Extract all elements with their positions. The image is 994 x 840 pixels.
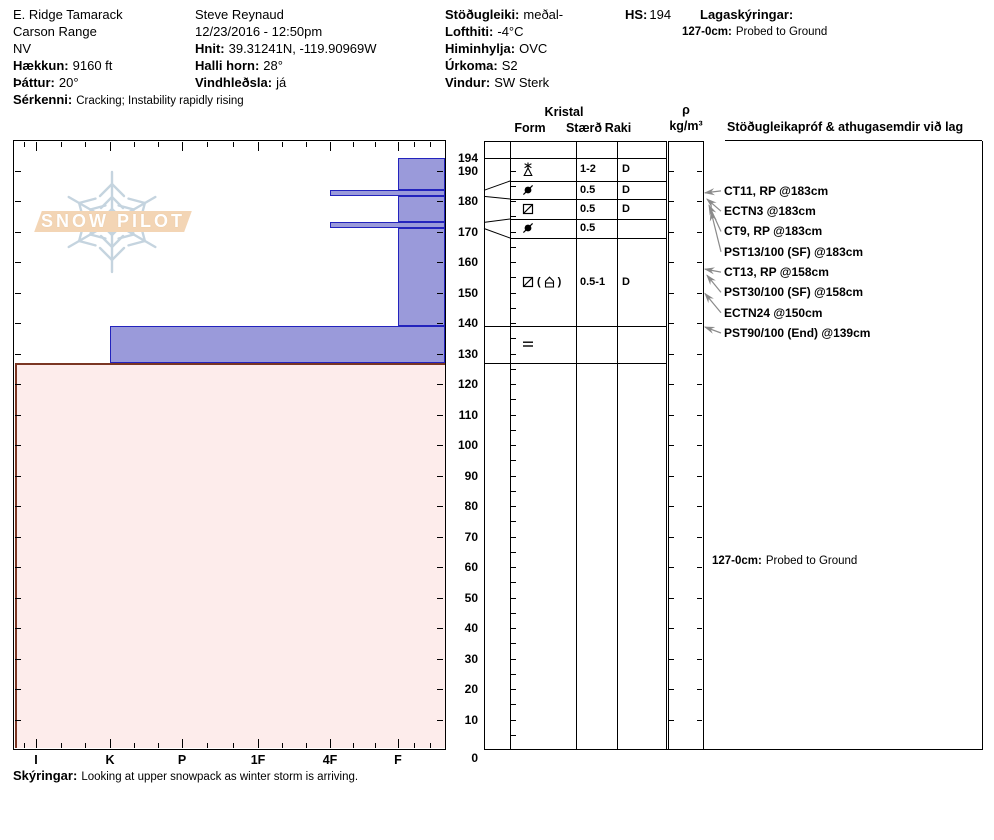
grain-table-tick <box>511 567 516 568</box>
depth-tick <box>15 384 21 385</box>
grain-table-top <box>484 141 666 142</box>
grain-table-tick <box>511 293 516 294</box>
grain-table-vline <box>617 141 618 750</box>
depth-tick <box>697 598 702 599</box>
depth-tick <box>669 201 674 202</box>
hardness-minor-tick <box>134 743 135 748</box>
grain-table-tick <box>511 659 516 660</box>
grain-moisture-value: D <box>622 275 630 288</box>
depth-label-50: 50 <box>464 590 478 605</box>
aspect-field: Þáttur: 20° <box>13 75 79 90</box>
hardness-major-tick <box>36 739 37 748</box>
air-temp-field: Lofthiti: -4°C <box>445 24 524 39</box>
depth-tick <box>669 689 674 690</box>
depth-label-110: 110 <box>458 407 478 422</box>
depth-tick <box>437 537 443 538</box>
hardness-major-tick <box>258 739 259 748</box>
hardness-minor-tick <box>158 142 159 147</box>
grain-row-line <box>510 219 666 220</box>
depth-tick <box>669 232 674 233</box>
depth-tick <box>697 720 702 721</box>
grain-table-tick <box>511 384 516 385</box>
test-arrow <box>705 327 721 333</box>
depth-tick <box>437 262 443 263</box>
depth-tick <box>697 201 702 202</box>
grain-table-tick <box>511 277 516 278</box>
stability-test-label: CT13, RP @158cm <box>724 265 829 280</box>
depth-tick <box>15 720 21 721</box>
depth-tick <box>15 293 21 294</box>
grain-moisture-value: D <box>622 183 630 196</box>
hardness-minor-tick <box>233 743 234 748</box>
depth-label-10: 10 <box>464 712 478 727</box>
depth-tick <box>437 415 443 416</box>
depth-tick <box>437 293 443 294</box>
depth-tick <box>697 689 702 690</box>
depth-tick <box>15 506 21 507</box>
hardness-major-tick <box>182 142 183 151</box>
hardness-minor-tick <box>282 142 283 147</box>
depth-tick <box>697 354 702 355</box>
faceted-square-crust-icon: ( ) <box>521 275 561 289</box>
grain-table-tick <box>511 232 516 233</box>
depth-tick <box>697 171 702 172</box>
depth-tick <box>697 628 702 629</box>
grain-table-tick <box>511 262 516 263</box>
row-leader-line <box>484 181 510 190</box>
density-unit-header: kg/m³ <box>669 119 703 133</box>
size-header: Stærð <box>565 121 603 135</box>
depth-tick <box>697 445 702 446</box>
hardness-minor-tick <box>207 743 208 748</box>
slope-angle-field: Halli horn: 28° <box>195 58 283 73</box>
grain-table-tick <box>511 415 516 416</box>
hardness-minor-tick <box>306 743 307 748</box>
depth-tick <box>697 506 702 507</box>
grain-table-tick <box>511 582 516 583</box>
stability-test-label: ECTN3 @183cm <box>724 204 816 219</box>
grain-table-tick <box>511 598 516 599</box>
hardness-minor-tick <box>134 142 135 147</box>
kristal-header: Kristal <box>544 105 584 119</box>
depth-label-40: 40 <box>464 621 478 635</box>
depth-label-190: 190 <box>457 163 478 178</box>
depth-label-20: 20 <box>464 682 478 696</box>
depth-tick <box>437 323 443 324</box>
hardness-major-tick <box>330 142 331 151</box>
grain-table-tick <box>511 399 516 400</box>
grain-table-vline <box>666 141 667 750</box>
hardness-label-P: P <box>177 753 187 767</box>
grain-moisture-value: D <box>622 202 630 215</box>
grain-table-tick <box>511 216 516 217</box>
grain-table-tick <box>511 476 516 477</box>
depth-tick <box>15 659 21 660</box>
test-arrow <box>705 191 721 193</box>
hardness-minor-tick <box>353 142 354 147</box>
grain-size-value: 1-2 <box>580 163 596 175</box>
grain-table-vline <box>484 141 485 750</box>
hardness-major-tick <box>258 142 259 151</box>
grain-table-tick <box>511 735 516 736</box>
depth-label-100: 100 <box>457 438 478 452</box>
hardness-minor-tick <box>61 743 62 748</box>
grain-table-tick <box>511 186 516 187</box>
grain-size-value: 0.5 <box>580 202 596 215</box>
snowpilot-logo-text: SNOW PILOT <box>41 211 185 231</box>
depth-tick <box>669 171 674 172</box>
depth-tick <box>669 354 674 355</box>
layer-notes-header: Lagaskýringar: <box>700 7 794 22</box>
depth-label-180: 180 <box>457 194 478 208</box>
depth-tick <box>15 354 21 355</box>
grain-table-tick <box>511 537 516 538</box>
hardness-major-tick <box>110 739 111 748</box>
hardness-major-tick <box>398 739 399 748</box>
depth-label-90: 90 <box>464 468 478 483</box>
hardness-minor-tick <box>414 142 415 147</box>
depth-tick <box>437 201 443 202</box>
depth-tick <box>669 567 674 568</box>
depth-tick <box>15 476 21 477</box>
depth-tick <box>437 598 443 599</box>
form-header: Form <box>514 121 546 135</box>
wind-loading-field: Vindhleðsla: já <box>195 75 287 90</box>
grain-size-value: 0.5-1 <box>580 275 606 288</box>
test-arrow <box>705 269 721 272</box>
depth-tick <box>15 262 21 263</box>
depth-tick <box>437 628 443 629</box>
depth-label-170: 170 <box>457 224 478 239</box>
depth-tick <box>669 476 674 477</box>
stability-header-underline <box>725 140 982 141</box>
stability-column-header: Stöðugleikapróf & athugasemdir við lag <box>727 120 964 134</box>
depth-tick <box>437 506 443 507</box>
hardness-major-tick <box>182 739 183 748</box>
faceted-square-icon <box>521 202 535 216</box>
depth-tick <box>15 628 21 629</box>
hardness-minor-tick <box>375 142 376 147</box>
grain-moisture-value: D <box>622 163 630 175</box>
layer-bar-139-127cm <box>110 326 445 363</box>
grain-row-line <box>510 199 666 200</box>
depth-tick <box>15 598 21 599</box>
sky-cover-field: Himinhylja: OVC <box>445 41 548 56</box>
depth-tick <box>437 476 443 477</box>
layer-note-probed: 127-0cm: Probed to Ground <box>682 26 828 38</box>
grain-row-line <box>484 158 666 159</box>
depth-tick <box>669 628 674 629</box>
depth-label-194: 194 <box>457 151 478 166</box>
density-column-top <box>668 141 703 142</box>
row-leader-line <box>484 196 510 199</box>
stability-test-label: ECTN24 @150cm <box>724 305 823 320</box>
test-arrow <box>709 205 721 231</box>
depth-tick <box>669 384 674 385</box>
depth-tick <box>15 445 21 446</box>
hardness-minor-tick <box>24 142 25 147</box>
depth-tick <box>437 171 443 172</box>
depth-tick <box>15 171 21 172</box>
depth-tick <box>697 384 702 385</box>
grain-table-tick <box>511 521 516 522</box>
stability-test-label: PST90/100 (End) @139cm <box>724 325 871 340</box>
stability-panel-right <box>982 141 983 750</box>
depth-label-140: 140 <box>457 316 478 330</box>
grain-table-tick <box>511 491 516 492</box>
grain-table-tick <box>511 354 516 355</box>
depth-tick <box>15 232 21 233</box>
hardness-major-tick <box>398 142 399 151</box>
grain-table-tick <box>511 201 516 202</box>
pit-datetime: 12/23/2016 - 12:50pm <box>195 24 323 39</box>
depth-tick <box>15 567 21 568</box>
grain-table-tick <box>511 308 516 309</box>
hs-field: HS: 194 <box>625 7 672 22</box>
depth-tick <box>437 689 443 690</box>
depth-tick <box>669 506 674 507</box>
grain-row-line <box>510 238 666 239</box>
depth-tick <box>15 323 21 324</box>
observer-name: Steve Reynaud <box>195 7 284 22</box>
grain-table-tick <box>511 720 516 721</box>
depth-tick <box>437 232 443 233</box>
depth-tick <box>669 262 674 263</box>
grain-table-tick <box>511 613 516 614</box>
density-column-vline <box>703 141 704 750</box>
hardness-minor-tick <box>85 743 86 748</box>
depth-tick <box>697 323 702 324</box>
hardness-minor-tick <box>414 743 415 748</box>
grain-table-tick <box>511 704 516 705</box>
layer-bar-171-139cm <box>398 228 445 326</box>
density-column-vline <box>668 141 669 750</box>
hardness-label-I: I <box>34 753 38 767</box>
hardness-minor-tick <box>282 743 283 748</box>
grain-table-vline <box>576 141 577 750</box>
test-arrow <box>707 199 721 211</box>
grain-table-tick <box>511 552 516 553</box>
hardness-minor-tick <box>353 743 354 748</box>
hardness-major-tick <box>330 739 331 748</box>
decomposed-fragments-icon <box>521 183 535 197</box>
depth-tick <box>437 384 443 385</box>
grain-size-value: 0.5 <box>580 222 596 234</box>
grain-table-vline <box>510 141 511 750</box>
hardness-minor-tick <box>430 142 431 147</box>
hardness-label-4F: 4F <box>322 753 338 767</box>
stability-test-label: PST30/100 (SF) @158cm <box>724 285 864 300</box>
depth-tick <box>437 567 443 568</box>
grain-row-line <box>484 326 666 327</box>
stability-probed-note: 127-0cm: Probed to Ground <box>712 555 858 567</box>
depth-tick <box>15 537 21 538</box>
grain-table-tick <box>511 506 516 507</box>
hardness-minor-tick <box>158 743 159 748</box>
stability-test-label: PST13/100 (SF) @183cm <box>724 244 864 259</box>
depth-tick <box>697 232 702 233</box>
depth-tick <box>669 720 674 721</box>
depth-tick <box>669 445 674 446</box>
no-hardness-zone <box>15 363 445 749</box>
ice-layer-icon <box>521 337 535 351</box>
stability-field: Stöðugleiki: meðal- <box>445 7 564 22</box>
hardness-minor-tick <box>306 142 307 147</box>
hardness-major-tick <box>110 142 111 151</box>
grain-table-tick <box>511 430 516 431</box>
depth-tick <box>697 537 702 538</box>
hardness-label-F: F <box>394 753 402 767</box>
snowpilot-logo-banner <box>34 211 192 232</box>
grain-table-tick <box>511 369 516 370</box>
depth-label-30: 30 <box>464 651 478 666</box>
hardness-minor-tick <box>375 743 376 748</box>
site-name: E. Ridge Tamarack <box>13 7 123 22</box>
precip-field: Úrkoma: S2 <box>445 58 518 73</box>
grain-table-tick <box>511 628 516 629</box>
skyringar-field: Skýringar: Looking at upper snowpack as winter storm is arriving. <box>13 768 359 783</box>
depth-tick <box>437 445 443 446</box>
depth-tick <box>697 476 702 477</box>
depth-tick <box>15 689 21 690</box>
layer-bar-194-183.5cm <box>398 158 445 190</box>
depth-tick <box>15 201 21 202</box>
hardness-minor-tick <box>233 142 234 147</box>
depth-tick <box>669 415 674 416</box>
hardness-minor-tick <box>430 743 431 748</box>
depth-tick <box>15 415 21 416</box>
elevation-field: Hækkun: 9160 ft <box>13 58 113 73</box>
depth-tick <box>697 262 702 263</box>
depth-label-150: 150 <box>457 285 478 300</box>
hardness-minor-tick <box>85 142 86 147</box>
panel-bottom <box>484 749 982 750</box>
depth-tick <box>697 567 702 568</box>
test-arrow <box>711 212 721 252</box>
depth-tick <box>697 415 702 416</box>
grain-table-tick <box>511 689 516 690</box>
serkenni-field: Sérkenni: Cracking; Instability rapidly rising <box>13 92 244 107</box>
hardness-label-K: K <box>105 753 115 767</box>
depth-tick <box>697 659 702 660</box>
decomposed-fragments-icon <box>521 221 535 235</box>
depth-label-160: 160 <box>457 255 478 269</box>
depth-tick <box>437 720 443 721</box>
grain-table-tick <box>511 674 516 675</box>
depth-tick <box>437 659 443 660</box>
density-header: ρ <box>682 103 690 117</box>
coordinates-field: Hnit: 39.31241N, -119.90969W <box>195 41 377 56</box>
site-state: NV <box>13 41 32 56</box>
depth-label-120: 120 <box>457 377 478 391</box>
depth-tick <box>437 354 443 355</box>
moisture-header: Raki <box>604 121 632 135</box>
depth-label-130: 130 <box>457 346 478 361</box>
grain-size-value: 0.5 <box>580 183 596 196</box>
depth-tick <box>669 293 674 294</box>
grain-table-tick <box>511 445 516 446</box>
stability-test-label: CT11, RP @183cm <box>724 183 829 198</box>
hardness-minor-tick <box>24 743 25 748</box>
wind-field: Vindur: SW Sterk <box>445 75 550 90</box>
grain-table-tick <box>511 247 516 248</box>
depth-tick <box>697 293 702 294</box>
test-arrow <box>705 294 721 313</box>
grain-table-tick <box>511 323 516 324</box>
hardness-minor-tick <box>61 142 62 147</box>
row-leader-line <box>484 219 510 222</box>
depth-tick <box>669 659 674 660</box>
hardness-label-1F: 1F <box>250 753 266 767</box>
grain-table-tick <box>511 171 516 172</box>
depth-label-60: 60 <box>464 560 478 574</box>
row-leader-line <box>484 229 510 239</box>
hardness-major-tick <box>36 142 37 151</box>
grain-table-tick <box>511 643 516 644</box>
test-arrow <box>707 275 721 292</box>
grain-table-tick <box>511 460 516 461</box>
stability-test-label: CT9, RP @183cm <box>724 224 823 239</box>
hardness-minor-tick <box>207 142 208 147</box>
depth-label-80: 80 <box>464 499 478 513</box>
depth-label-70: 70 <box>464 529 478 544</box>
depth-tick <box>669 598 674 599</box>
site-range: Carson Range <box>13 24 97 39</box>
depth-tick <box>669 323 674 324</box>
depth-tick <box>669 537 674 538</box>
grain-table-tick <box>511 338 516 339</box>
depth-label-0: 0 <box>471 751 478 765</box>
grain-row-line <box>484 363 666 364</box>
stellar-graupel-icon <box>521 162 535 177</box>
